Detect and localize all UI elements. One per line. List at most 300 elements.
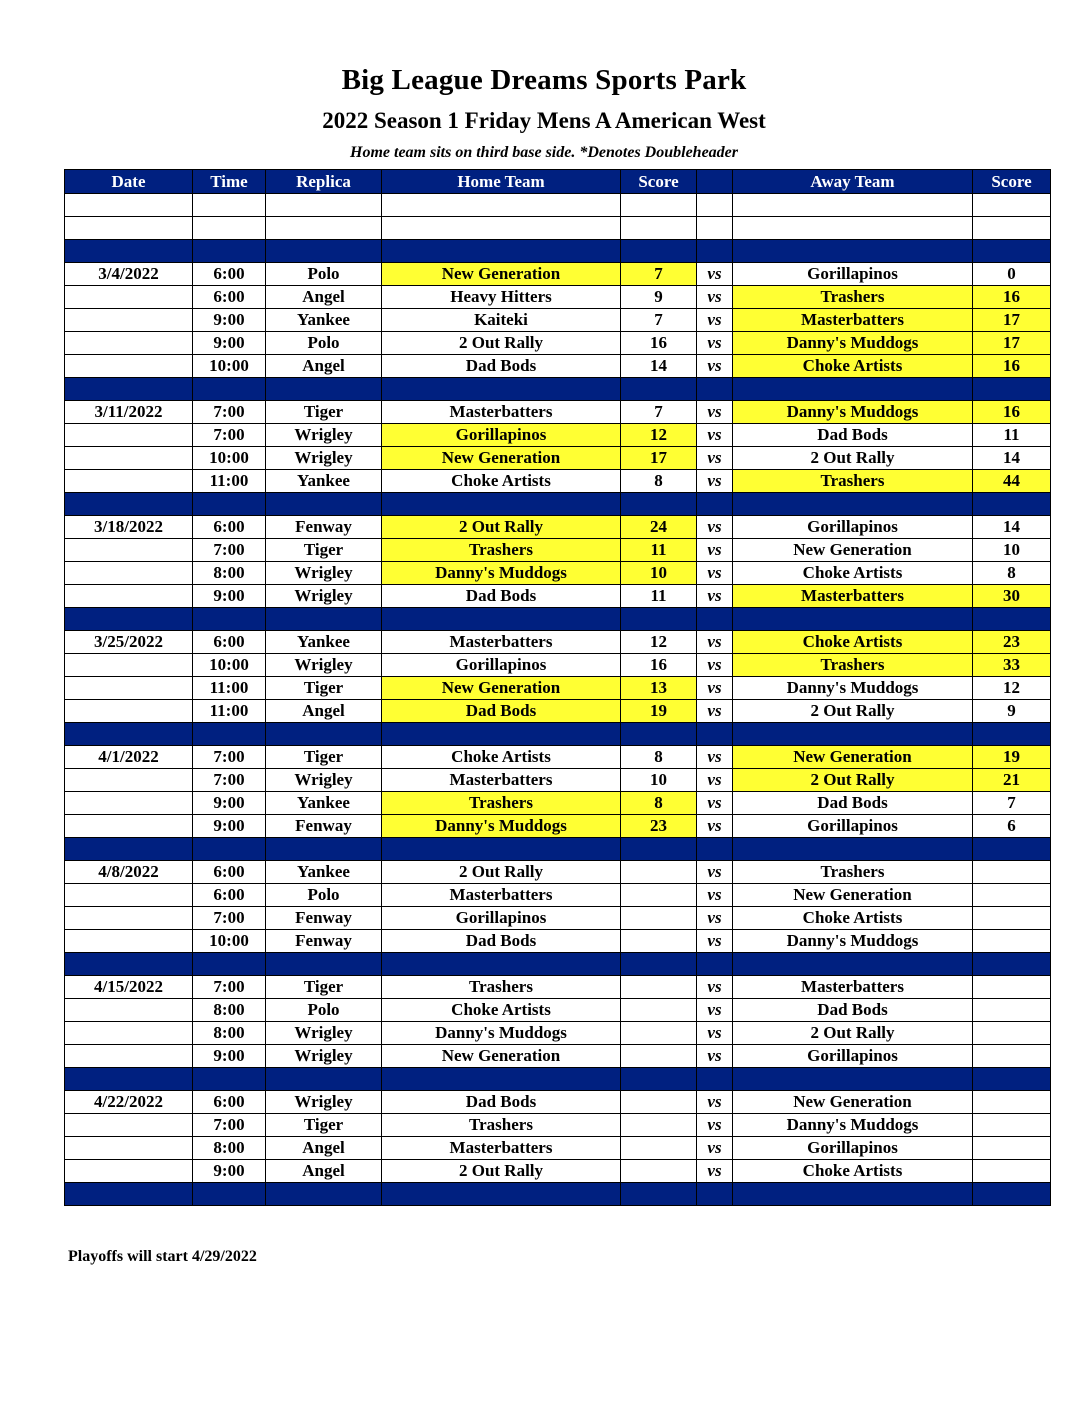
away-score [973,1091,1051,1114]
away-score: 30 [973,585,1051,608]
game-date [65,1022,193,1045]
away-score: 17 [973,332,1051,355]
home-team: Trashers [382,539,621,562]
game-row [65,1160,1051,1183]
page-title: Big League Dreams Sports Park [341,64,747,96]
game-date: 4/15/2022 [65,976,193,999]
home-team: Kaiteki [382,309,621,332]
separator-row [65,953,1051,976]
game-row [65,815,1051,838]
home-team: Danny's Muddogs [382,1022,621,1045]
away-score: 33 [973,654,1051,677]
game-field: Tiger [266,401,382,424]
away-team: Danny's Muddogs [733,677,973,700]
game-row [65,930,1051,953]
game-date [65,884,193,907]
vs-label: vs [697,263,733,286]
game-row [65,309,1051,332]
home-score: 7 [621,263,697,286]
vs-label: vs [697,1137,733,1160]
game-row [65,700,1051,723]
separator-cell [697,1183,733,1206]
separator-cell [697,378,733,401]
column-header-away-score: Score [973,170,1051,194]
separator-cell [65,378,193,401]
away-team: Dad Bods [733,999,973,1022]
home-score: 13 [621,677,697,700]
vs-label: vs [697,999,733,1022]
away-team: New Generation [733,1091,973,1114]
away-score [973,861,1051,884]
separator-cell [973,953,1051,976]
away-score [973,930,1051,953]
away-team: 2 Out Rally [733,1022,973,1045]
home-score: 24 [621,516,697,539]
home-team: Gorillapinos [382,907,621,930]
home-team: Choke Artists [382,999,621,1022]
separator-cell [382,723,621,746]
game-date [65,654,193,677]
separator-cell [266,1183,382,1206]
separator-cell [193,838,266,861]
game-row [65,769,1051,792]
separator-row [65,723,1051,746]
game-field: Fenway [266,815,382,838]
home-score: 16 [621,654,697,677]
game-field: Wrigley [266,654,382,677]
separator-cell [697,493,733,516]
away-team: Gorillapinos [733,516,973,539]
game-row [65,884,1051,907]
home-team: 2 Out Rally [382,1160,621,1183]
game-row [65,1022,1051,1045]
game-time: 7:00 [193,769,266,792]
game-row [65,447,1051,470]
game-row [65,470,1051,493]
game-time: 10:00 [193,355,266,378]
away-score: 19 [973,746,1051,769]
away-score [973,1137,1051,1160]
game-date [65,930,193,953]
separator-cell [733,723,973,746]
game-date [65,1114,193,1137]
separator-cell [973,608,1051,631]
game-row [65,861,1051,884]
separator-row [65,240,1051,263]
separator-cell [973,723,1051,746]
vs-label: vs [697,1045,733,1068]
column-header-home-score: Score [621,170,697,194]
separator-cell [621,1183,697,1206]
home-team: New Generation [382,447,621,470]
away-team: Masterbatters [733,309,973,332]
game-time: 7:00 [193,424,266,447]
vs-label: vs [697,585,733,608]
away-team: 2 Out Rally [733,700,973,723]
vs-label: vs [697,631,733,654]
game-field: Wrigley [266,562,382,585]
away-team: Danny's Muddogs [733,401,973,424]
vs-label: vs [697,976,733,999]
vs-label: vs [697,401,733,424]
game-time: 9:00 [193,1160,266,1183]
vs-label: vs [697,930,733,953]
home-score: 12 [621,424,697,447]
away-score: 8 [973,562,1051,585]
home-score [621,907,697,930]
game-row [65,539,1051,562]
home-score [621,1091,697,1114]
game-field: Wrigley [266,769,382,792]
separator-row [65,378,1051,401]
home-score [621,999,697,1022]
separator-cell [193,1068,266,1091]
home-team: Dad Bods [382,585,621,608]
away-team: Choke Artists [733,907,973,930]
away-team: Trashers [733,654,973,677]
game-date: 3/4/2022 [65,263,193,286]
separator-cell [382,1183,621,1206]
away-score [973,976,1051,999]
game-row [65,286,1051,309]
game-time: 11:00 [193,677,266,700]
home-score [621,861,697,884]
separator-cell [733,838,973,861]
separator-cell [65,1068,193,1091]
separator-cell [621,723,697,746]
away-score: 10 [973,539,1051,562]
separator-cell [382,1068,621,1091]
game-date [65,999,193,1022]
game-time: 6:00 [193,1091,266,1114]
vs-label: vs [697,1114,733,1137]
home-score: 14 [621,355,697,378]
separator-cell [266,723,382,746]
away-team: Masterbatters [733,585,973,608]
game-time: 10:00 [193,447,266,470]
schedule-note: Home team sits on third base side. *Denotes Doubleheader [350,144,738,161]
home-score: 7 [621,309,697,332]
separator-cell [266,1068,382,1091]
home-score: 19 [621,700,697,723]
vs-label: vs [697,884,733,907]
away-team: 2 Out Rally [733,447,973,470]
game-row [65,263,1051,286]
vs-label: vs [697,1160,733,1183]
game-field: Fenway [266,907,382,930]
home-team: Gorillapinos [382,654,621,677]
separator-cell [382,608,621,631]
home-score: 10 [621,769,697,792]
vs-label: vs [697,746,733,769]
separator-cell [621,1068,697,1091]
game-date [65,355,193,378]
game-field: Wrigley [266,1045,382,1068]
game-row [65,677,1051,700]
game-field: Yankee [266,792,382,815]
game-field: Tiger [266,976,382,999]
game-time: 8:00 [193,1137,266,1160]
away-team: Gorillapinos [733,815,973,838]
game-field: Yankee [266,470,382,493]
game-time: 6:00 [193,516,266,539]
game-field: Tiger [266,677,382,700]
away-score: 0 [973,263,1051,286]
home-team: New Generation [382,263,621,286]
separator-cell [65,838,193,861]
game-field: Tiger [266,746,382,769]
separator-cell [65,1183,193,1206]
home-team: 2 Out Rally [382,332,621,355]
separator-cell [621,378,697,401]
game-date [65,1137,193,1160]
game-row [65,355,1051,378]
game-time: 8:00 [193,1022,266,1045]
home-team: Dad Bods [382,700,621,723]
game-time: 6:00 [193,286,266,309]
vs-label: vs [697,516,733,539]
separator-cell [697,608,733,631]
home-team: Trashers [382,792,621,815]
game-row [65,516,1051,539]
game-field: Yankee [266,309,382,332]
game-field: Polo [266,332,382,355]
away-team: Dad Bods [733,424,973,447]
column-header-date: Date [65,170,193,194]
game-date [65,447,193,470]
home-score: 17 [621,447,697,470]
game-time: 7:00 [193,976,266,999]
vs-label: vs [697,332,733,355]
column-header-away-team: Away Team [733,170,973,194]
game-time: 10:00 [193,930,266,953]
vs-label: vs [697,355,733,378]
home-team: 2 Out Rally [382,516,621,539]
separator-cell [733,378,973,401]
away-score: 16 [973,355,1051,378]
game-field: Polo [266,999,382,1022]
away-team: Danny's Muddogs [733,1114,973,1137]
game-date: 3/11/2022 [65,401,193,424]
home-team: Masterbatters [382,631,621,654]
separator-cell [65,953,193,976]
away-team: Danny's Muddogs [733,332,973,355]
column-header-time: Time [193,170,266,194]
game-date: 4/22/2022 [65,1091,193,1114]
home-score: 10 [621,562,697,585]
separator-row [65,608,1051,631]
game-field: Angel [266,286,382,309]
game-date [65,907,193,930]
column-header-home-team: Home Team [382,170,621,194]
game-date [65,332,193,355]
game-field: Yankee [266,631,382,654]
home-score: 8 [621,746,697,769]
game-field: Polo [266,263,382,286]
home-score [621,930,697,953]
game-row [65,746,1051,769]
away-score: 23 [973,631,1051,654]
vs-label: vs [697,424,733,447]
game-date [65,309,193,332]
game-field: Wrigley [266,424,382,447]
game-date [65,792,193,815]
away-score [973,999,1051,1022]
vs-label: vs [697,861,733,884]
game-date [65,1160,193,1183]
away-score: 21 [973,769,1051,792]
game-row [65,585,1051,608]
separator-row [65,1068,1051,1091]
separator-cell [65,608,193,631]
away-team: Masterbatters [733,976,973,999]
game-date [65,286,193,309]
game-date [65,677,193,700]
separator-cell [266,838,382,861]
vs-label: vs [697,1022,733,1045]
separator-cell [65,723,193,746]
playoffs-note: Playoffs will start 4/29/2022 [68,1248,257,1265]
separator-cell [621,953,697,976]
game-time: 9:00 [193,1045,266,1068]
vs-label: vs [697,700,733,723]
away-score [973,1045,1051,1068]
separator-cell [697,953,733,976]
game-time: 6:00 [193,631,266,654]
game-time: 9:00 [193,815,266,838]
away-team: Gorillapinos [733,1045,973,1068]
game-field: Wrigley [266,1091,382,1114]
game-date [65,562,193,585]
separator-cell [382,493,621,516]
separator-cell [266,608,382,631]
game-date [65,424,193,447]
game-date: 4/1/2022 [65,746,193,769]
separator-cell [382,378,621,401]
game-time: 6:00 [193,861,266,884]
game-time: 9:00 [193,792,266,815]
game-field: Tiger [266,539,382,562]
vs-label: vs [697,562,733,585]
away-score [973,1160,1051,1183]
home-score [621,1137,697,1160]
away-team: New Generation [733,884,973,907]
separator-cell [697,838,733,861]
game-field: Angel [266,355,382,378]
separator-cell [266,493,382,516]
vs-label: vs [697,539,733,562]
home-team: Masterbatters [382,769,621,792]
home-score: 8 [621,792,697,815]
away-team: Trashers [733,286,973,309]
separator-cell [733,953,973,976]
home-score: 8 [621,470,697,493]
home-team: 2 Out Rally [382,861,621,884]
vs-label: vs [697,815,733,838]
separator-cell [973,378,1051,401]
away-team: Danny's Muddogs [733,930,973,953]
game-row [65,424,1051,447]
away-team: Trashers [733,861,973,884]
separator-cell [621,493,697,516]
away-score: 6 [973,815,1051,838]
home-team: Masterbatters [382,1137,621,1160]
separator-cell [973,1183,1051,1206]
vs-label: vs [697,309,733,332]
game-row [65,1114,1051,1137]
column-header-vs [697,170,733,194]
away-score: 16 [973,286,1051,309]
home-score: 7 [621,401,697,424]
separator-cell [193,953,266,976]
separator-cell [733,1068,973,1091]
game-date [65,1045,193,1068]
home-score [621,976,697,999]
blank-row [65,194,1051,217]
home-score [621,1160,697,1183]
separator-cell [697,1068,733,1091]
home-team: Masterbatters [382,401,621,424]
separator-cell [733,608,973,631]
separator-cell [733,493,973,516]
separator-cell [621,838,697,861]
game-row [65,332,1051,355]
vs-label: vs [697,769,733,792]
away-score [973,1022,1051,1045]
away-score: 44 [973,470,1051,493]
game-row [65,631,1051,654]
home-team: Choke Artists [382,470,621,493]
separator-cell [697,723,733,746]
separator-cell [266,378,382,401]
separator-cell [973,493,1051,516]
game-time: 7:00 [193,746,266,769]
game-time: 9:00 [193,309,266,332]
separator-row [65,838,1051,861]
game-row [65,976,1051,999]
game-time: 7:00 [193,1114,266,1137]
game-time: 6:00 [193,263,266,286]
vs-label: vs [697,907,733,930]
game-row [65,1045,1051,1068]
game-field: Wrigley [266,585,382,608]
game-row [65,999,1051,1022]
game-field: Polo [266,884,382,907]
separator-row [65,1183,1051,1206]
game-time: 11:00 [193,700,266,723]
vs-label: vs [697,677,733,700]
home-score: 11 [621,539,697,562]
separator-cell [382,953,621,976]
away-score: 14 [973,447,1051,470]
game-field: Yankee [266,861,382,884]
separator-cell [193,378,266,401]
column-header-replica: Replica [266,170,382,194]
game-time: 11:00 [193,470,266,493]
away-team: Trashers [733,470,973,493]
home-score: 12 [621,631,697,654]
game-field: Angel [266,1137,382,1160]
game-date [65,769,193,792]
game-field: Wrigley [266,447,382,470]
blank-row [65,217,1051,240]
home-score: 9 [621,286,697,309]
game-time: 7:00 [193,539,266,562]
game-field: Fenway [266,930,382,953]
away-team: Dad Bods [733,792,973,815]
away-team: Choke Artists [733,631,973,654]
away-score: 11 [973,424,1051,447]
